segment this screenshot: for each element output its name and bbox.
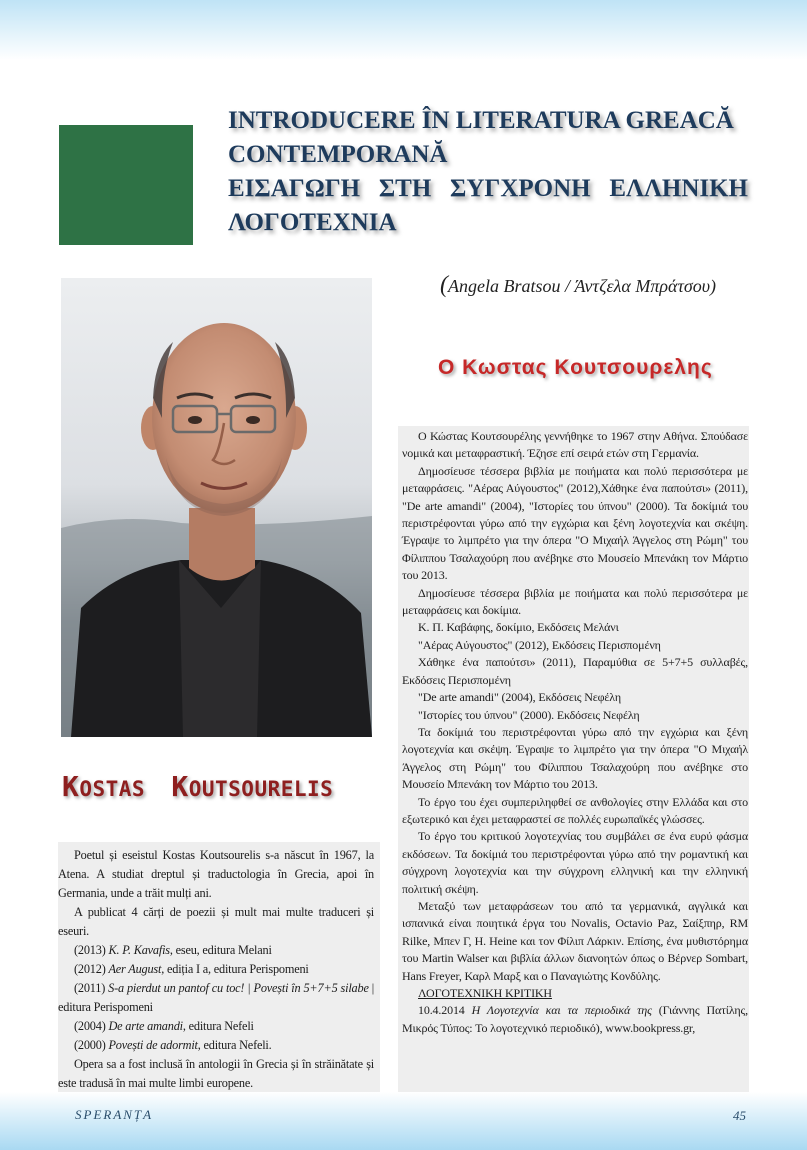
greek-paragraph: Το έργο του έχει συμπεριληφθεί σε ανθολογίες στην Ελλάδα και στο εξωτερικό και έχει μεταφραστεί σε πολλές ευρωπαϊκές γλώσσες. — [402, 794, 748, 826]
critic-date: 10.4.2014 — [418, 1003, 472, 1018]
book-title: Aer August — [108, 962, 162, 976]
magazine-name: SPERANȚA — [75, 1107, 154, 1122]
article-author — [440, 272, 750, 299]
author-name: Angela Bratsou / Άντζελα Μπράτσου) — [448, 276, 717, 296]
last-name-rest: OUTSOURELIS — [188, 777, 334, 801]
first-name-rest: OSTAS — [79, 777, 146, 801]
page-number: 45 — [733, 1108, 746, 1123]
book-year: (2000) — [74, 1038, 109, 1052]
romanian-paragraph: A publicat 4 cărți de poezii și mult mai multe traduceri și eseuri. — [58, 905, 374, 938]
book-details: , editura Nefeli — [182, 1019, 254, 1033]
greek-paragraph: Δημοσίευσε τέσσερα βιβλία με ποιήματα και πολύ περισσότερα με μεταφράσεις. "Αέρας Αύγουστος" (2012),Χάθηκε ένα παπούτσι» (2011), "De arte amandi" (2004), "Ιστορίες του ύπνου" (2000). Τα δοκίμιά του περιστρέφονται γύρω από την εγχώρια και ξένη λογοτεχνία και σκέψη. Έγραψε το λιμπρέτο για την όπερα "Ο Μιχαήλ Άγγελος στη Ρώμη" του Φίλιππου Τσαλαχούρη που ανέβηκε στο Μουσείο Μπενάκη τον Μάρτιο του 2013. — [402, 463, 748, 583]
title-greek-line-1: ΕΙΣΑΓΩΓΗ ΣΤΗ ΣΥΓΧΡΟΝΗ ΕΛΛΗΝΙΚΗ — [228, 175, 748, 202]
author-portrait-photo — [61, 278, 372, 737]
greek-bibliography-item: Κ. Π. Καβάφης, δοκίμιο, Εκδόσεις Μελάνι — [418, 620, 619, 635]
title-romanian-line-2: CONTEMPORANĂ — [228, 141, 448, 168]
title-greek-line-2: ΛΟΓΟΤΕΧΝΙΑ — [228, 209, 397, 236]
greek-paragraph: Τα δοκίμιά του περιστρέφονται γύρω από την εγχώρια και ξένη λογοτεχνία και σκέψη. Έγραψε το λιμπρέτο για την όπερα "Ο Μιχαήλ Άγγελος στη Ρώμη" του Φίλιππου Τσαλαχούρη που ανέβηκε στο Μουσείο Μπενάκη τον Μάρτιο του 2013. — [402, 724, 748, 792]
title-romanian-line-1: INTRODUCERE ÎN LITERATURA GREACĂ — [228, 107, 734, 134]
greek-biography-text — [402, 428, 748, 1037]
romanian-bibliography-item — [58, 1017, 374, 1036]
greek-paragraph: Δημοσίευσε τέσσερα βιβλία με ποιήματα και πολύ περισσότερα με μεταφράσεις και δοκίμια. — [402, 585, 748, 618]
greek-author-name-heading: Ο Κωστας Κουτσουρελης — [438, 356, 713, 379]
book-year: (2011) — [74, 981, 109, 995]
book-details: , eseu, editura Melani — [169, 943, 272, 957]
greek-paragraph: Ο Κώστας Κουτσουρέλης γεννήθηκε το 1967 στην Αθήνα. Σπούδασε νομικά και μεταφραστική. Έζησε επί σειρά ετών στη Γερμανία. — [402, 429, 748, 461]
critic-heading-text: ΛΟΓΟΤΕΧΝΙΚΗ ΚΡΙΤΙΚΗ — [418, 986, 552, 1000]
greek-paragraph: Το έργο του κριτικού λογοτεχνίας του συμβάλει σε ένα ευρύ φάσμα εκδόσεων. Τα δοκίμιά του περιστρέφονται γύρω από την ρομαντική και σύγχρονη λογοτεχνία και την σύγχρονη ελληνική και την ελληνική πολιτική σκέψη. — [402, 829, 748, 896]
book-title: K. P. Kavafis — [108, 943, 170, 957]
author-open-paren: ( — [440, 272, 448, 298]
critic-source: (Γιάννης Πατίλης, Μικρός Τύπος: Το λογοτεχνικό περιοδικό), www.bookpress.gr, — [402, 1003, 748, 1035]
greek-paragraph: Μεταξύ των μεταφράσεων του από τα γερμανικά, αγγλικά και ισπανικά είναι ποιητικά έργα του Novalis, Octavio Paz, Σαίξπηρ, RM Rilke, Μπεν Γ, H. Heine και τον Φίλιπ Λάρκιν. Επίσης, ένα μυθιστόρημα του Martin Walser και βιβλία άλλων διανοητών όπως ο Βέρνερ Sombart, Hans Freyer, Καρλ Μαρξ και ο Παναγιώτης Κονδύλης. — [402, 898, 748, 983]
greek-bibliography-item: "De arte amandi" (2004), Εκδόσεις Νεφέλη — [418, 690, 621, 705]
book-title: S-a pierdut un pantof cu toc! | Povești în 5+7+5 silabe — [108, 981, 369, 995]
portrait-illustration — [61, 278, 372, 737]
romanian-bibliography-item — [58, 941, 374, 960]
last-name-initial: K — [171, 770, 189, 803]
critic-heading — [402, 985, 748, 1002]
latin-author-name-heading — [62, 770, 382, 803]
book-title: De arte amandi — [108, 1019, 183, 1033]
book-details: | editura Perispomeni — [58, 981, 374, 1014]
romanian-bibliography-item — [58, 1036, 374, 1055]
romanian-bibliography-item — [58, 960, 374, 979]
romanian-paragraph: Poetul și eseistul Kostas Koutsourelis s-a născut în 1967, la Atena. A studiat dreptul și traductologia în Grecia, apoi în Germania, unde a trăit mulți ani. — [58, 848, 374, 900]
book-details: , editura Nefeli. — [197, 1038, 272, 1052]
top-gradient-band — [0, 0, 807, 60]
romanian-paragraph: Opera sa a fost inclusă în antologii în Grecia și în străinătate și este tradusă în mai multe limbi europene. — [58, 1057, 374, 1090]
book-year: (2012) — [74, 962, 109, 976]
book-year: (2004) — [74, 1019, 109, 1033]
critic-title: Η Λογοτεχνία και τα περιοδικά της — [471, 1003, 652, 1018]
book-details: , ediția I a, editura Perispomeni — [161, 962, 309, 976]
greek-bibliography-item: "Αέρας Αύγουστος" (2012), Εκδόσεις Περισπομένη — [418, 637, 661, 652]
greek-bibliography-item: "Ιστορίες του ύπνου" (2000). Εκδόσεις Νεφέλη — [418, 707, 640, 722]
book-year: (2013) — [74, 943, 109, 957]
page-title — [228, 104, 748, 240]
romanian-bibliography-item — [58, 979, 374, 1017]
green-decorative-box — [59, 125, 193, 245]
critic-reference — [402, 1002, 748, 1037]
first-name-initial: K — [62, 770, 80, 803]
book-title: Povești de adormit — [108, 1038, 198, 1052]
greek-bibliography-item: Χάθηκε ένα παπούτσι» (2011), Παραμύθια σε 5+7+5 συλλαβές, Εκδόσεις Περισπομένη — [402, 655, 748, 687]
romanian-biography-text — [58, 846, 374, 1093]
